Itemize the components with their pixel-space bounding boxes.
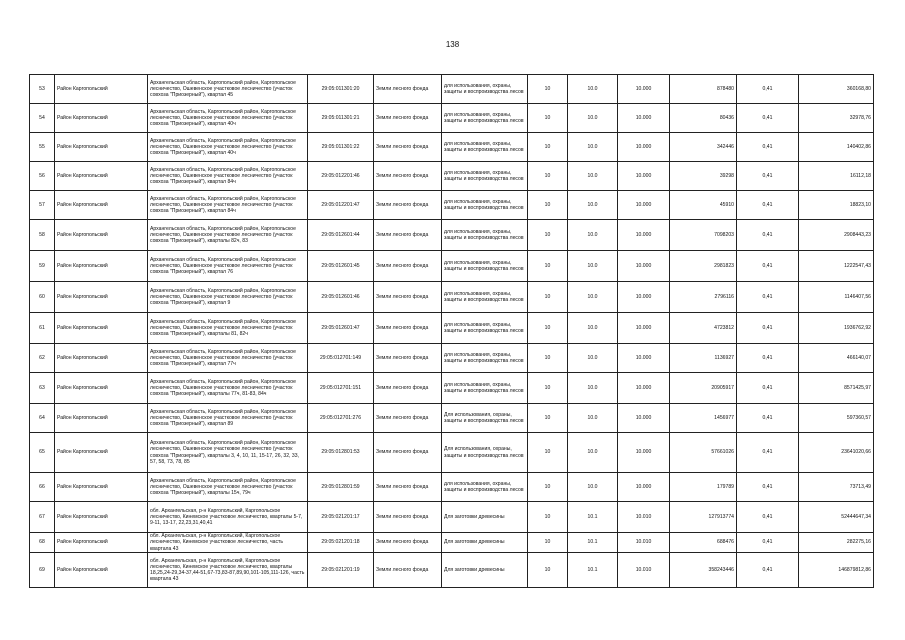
cadastral-value-cell: 8571425,97 [799, 373, 874, 404]
permitted-use-cell: Для заготовки древесины [442, 553, 528, 588]
rate-cell: 0,41 [737, 344, 799, 373]
code-b-cell: 10.0 [568, 133, 618, 162]
district-cell: Район Каргопольский [55, 433, 148, 473]
code-c-cell: 10.000 [618, 282, 670, 313]
code-c-cell: 10.000 [618, 251, 670, 282]
land-category-cell: Земли лесного фонда [374, 104, 442, 133]
code-c-cell: 10.000 [618, 162, 670, 191]
area-cell: 39298 [670, 162, 737, 191]
table-row [30, 104, 874, 133]
address-cell: Архангельская область, Каргопольский район, Каргопольское лесничество, Ошевенское участковое лесничество (участок совхоза "Приозерный"), квартал 45 [148, 75, 308, 104]
district-cell: Район Каргопольский [55, 373, 148, 404]
code-c-cell: 10.010 [618, 553, 670, 588]
address-cell: обл. Архангельская, р-н Каргопольский, Каргопольское лесничество, Кинемское участковое лесничество, кварталы 18,25,24-29,34-37,44-51,67-73,83-87,89,90,101-105,111-126, часть квартала 43 [148, 553, 308, 588]
code-c-cell: 10.010 [618, 533, 670, 553]
row-number-cell: 63 [30, 373, 55, 404]
cadastral-number-cell: 29:05:021201:17 [308, 502, 374, 533]
rate-cell: 0,41 [737, 373, 799, 404]
address-cell: Архангельская область, Каргопольский район, Каргопольское лесничество, Ошевенское участковое лесничество (участок совхоза "Приозерный"), кварталы 82ч, 83 [148, 220, 308, 251]
area-cell: 342446 [670, 133, 737, 162]
cadastral-number-cell: 29:05:012201:47 [308, 191, 374, 220]
area-cell: 2796116 [670, 282, 737, 313]
cadastral-number-cell: 29:05:012801:59 [308, 473, 374, 502]
land-category-cell: Земли лесного фонда [374, 344, 442, 373]
cadastral-value-cell: 360168,80 [799, 75, 874, 104]
cadastral-value-cell: 140402,86 [799, 133, 874, 162]
rate-cell: 0,41 [737, 75, 799, 104]
cadastral-value-cell: 282275,16 [799, 533, 874, 553]
area-cell: 127913774 [670, 502, 737, 533]
code-b-cell: 10.0 [568, 373, 618, 404]
land-category-cell: Земли лесного фонда [374, 313, 442, 344]
table-row [30, 433, 874, 473]
permitted-use-cell: для использования, охраны, защиты и воспроизводства лесов [442, 162, 528, 191]
address-cell: Архангельская область, Каргопольский район, Каргопольское лесничество, Ошевенское участковое лесничество (участок совхоза "Приозерный"), квартал 77ч [148, 344, 308, 373]
rate-cell: 0,41 [737, 282, 799, 313]
permitted-use-cell: для использования, охраны, защиты и воспроизводства лесов [442, 191, 528, 220]
table-row [30, 373, 874, 404]
district-cell: Район Каргопольский [55, 553, 148, 588]
district-cell: Район Каргопольский [55, 533, 148, 553]
row-number-cell: 55 [30, 133, 55, 162]
district-cell: Район Каргопольский [55, 251, 148, 282]
address-cell: Архангельская область, Каргопольский район, Каргопольское лесничество, Ошевенское участковое лесничество (участок совхоза "Приозерный"), квартал 40ч [148, 104, 308, 133]
table-row [30, 313, 874, 344]
cadastral-number-cell: 29:05:012601:44 [308, 220, 374, 251]
table-body [30, 75, 874, 588]
row-number-cell: 64 [30, 404, 55, 433]
land-category-cell: Земли лесного фонда [374, 533, 442, 553]
area-cell: 7098203 [670, 220, 737, 251]
address-cell: Архангельская область, Каргопольский район, Каргопольское лесничество, Ошевенское участковое лесничество (участок совхоза "Приозерный"), квартал 40ч [148, 133, 308, 162]
rate-cell: 0,41 [737, 473, 799, 502]
code-a-cell: 10 [528, 162, 568, 191]
permitted-use-cell: для использования, охраны, защиты и воспроизводства лесов [442, 373, 528, 404]
rate-cell: 0,41 [737, 162, 799, 191]
land-category-cell: Земли лесного фонда [374, 133, 442, 162]
area-cell: 358243446 [670, 553, 737, 588]
table-row [30, 251, 874, 282]
land-category-cell: Земли лесного фонда [374, 404, 442, 433]
code-a-cell: 10 [528, 533, 568, 553]
area-cell: 179789 [670, 473, 737, 502]
cadastral-number-cell: 29:05:012801:53 [308, 433, 374, 473]
permitted-use-cell: Для использования, охраны, защиты и воспроизводства лесов [442, 433, 528, 473]
code-b-cell: 10.0 [568, 344, 618, 373]
cadastral-number-cell: 29:05:011301:22 [308, 133, 374, 162]
code-c-cell: 10.000 [618, 191, 670, 220]
row-number-cell: 66 [30, 473, 55, 502]
area-cell: 2981823 [670, 251, 737, 282]
district-cell: Район Каргопольский [55, 133, 148, 162]
code-a-cell: 10 [528, 191, 568, 220]
rate-cell: 0,41 [737, 191, 799, 220]
code-c-cell: 10.000 [618, 404, 670, 433]
permitted-use-cell: для использования, охраны, защиты и воспроизводства лесов [442, 344, 528, 373]
land-category-cell: Земли лесного фонда [374, 162, 442, 191]
cadastral-value-cell: 23641020,66 [799, 433, 874, 473]
code-a-cell: 10 [528, 133, 568, 162]
table-row [30, 162, 874, 191]
table-row [30, 282, 874, 313]
cadastral-number-cell: 29:05:021201:19 [308, 553, 374, 588]
land-category-cell: Земли лесного фонда [374, 191, 442, 220]
permitted-use-cell: для использования, охраны, защиты и воспроизводства лесов [442, 75, 528, 104]
permitted-use-cell: для использования, охраны, защиты и воспроизводства лесов [442, 251, 528, 282]
cadastral-number-cell: 29:05:012701:276 [308, 404, 374, 433]
cadastral-value-cell: 52444647,34 [799, 502, 874, 533]
code-b-cell: 10.0 [568, 251, 618, 282]
land-category-cell: Земли лесного фонда [374, 553, 442, 588]
permitted-use-cell: для использования, охраны, защиты и воспроизводства лесов [442, 282, 528, 313]
cadastral-value-cell: 146879812,86 [799, 553, 874, 588]
code-b-cell: 10.1 [568, 553, 618, 588]
row-number-cell: 65 [30, 433, 55, 473]
code-a-cell: 10 [528, 502, 568, 533]
code-c-cell: 10.000 [618, 313, 670, 344]
permitted-use-cell: для использования, охраны, защиты и воспроизводства лесов [442, 104, 528, 133]
district-cell: Район Каргопольский [55, 313, 148, 344]
district-cell: Район Каргопольский [55, 404, 148, 433]
area-cell: 688476 [670, 533, 737, 553]
permitted-use-cell: для использования, охраны, защиты и воспроизводства лесов [442, 313, 528, 344]
district-cell: Район Каргопольский [55, 282, 148, 313]
row-number-cell: 57 [30, 191, 55, 220]
code-c-cell: 10.010 [618, 502, 670, 533]
rate-cell: 0,41 [737, 502, 799, 533]
district-cell: Район Каргопольский [55, 162, 148, 191]
area-cell: 20905917 [670, 373, 737, 404]
code-b-cell: 10.0 [568, 282, 618, 313]
permitted-use-cell: Для заготовки древесины [442, 502, 528, 533]
address-cell: Архангельская область, Каргопольский район, Каргопольское лесничество, Ошевенское участковое лесничество (участок совхоза "Приозерный"), квартал 84ч [148, 191, 308, 220]
address-cell: Архангельская область, Каргопольский район, Каргопольское лесничество, Ошевенское участковое лесничество (участок совхоза "Приозерный"), квартал 9 [148, 282, 308, 313]
row-number-cell: 53 [30, 75, 55, 104]
address-cell: Архангельская область, Каргопольский район, Каргопольское лесничество, Ошевенское участковое лесничество (участок совхоза "Приозерный"), кварталы 77ч, 81-83, 84ч [148, 373, 308, 404]
district-cell: Район Каргопольский [55, 191, 148, 220]
cadastral-number-cell: 29:05:012601:47 [308, 313, 374, 344]
rate-cell: 0,41 [737, 104, 799, 133]
address-cell: Архангельская область, Каргопольский район, Каргопольское лесничество, Ошевенское участковое лесничество (участок совхоза "Приозерный"), кварталы 15ч, 79ч [148, 473, 308, 502]
cadastral-value-cell: 2908443,23 [799, 220, 874, 251]
address-cell: Архангельская область, Каргопольский район, Каргопольское лесничество, Ошевенское участковое лесничество (участок совхоза "Приозерный"), кварталы 81, 82ч [148, 313, 308, 344]
area-cell: 57661026 [670, 433, 737, 473]
cadastral-number-cell: 29:05:012201:46 [308, 162, 374, 191]
code-a-cell: 10 [528, 433, 568, 473]
code-b-cell: 10.0 [568, 75, 618, 104]
cadastral-value-cell: 32978,76 [799, 104, 874, 133]
row-number-cell: 67 [30, 502, 55, 533]
table-row [30, 533, 874, 553]
land-category-cell: Земли лесного фонда [374, 75, 442, 104]
area-cell: 45910 [670, 191, 737, 220]
code-b-cell: 10.0 [568, 433, 618, 473]
cadastral-number-cell: 29:05:011301:21 [308, 104, 374, 133]
rate-cell: 0,41 [737, 404, 799, 433]
row-number-cell: 54 [30, 104, 55, 133]
land-category-cell: Земли лесного фонда [374, 251, 442, 282]
area-cell: 1456977 [670, 404, 737, 433]
code-a-cell: 10 [528, 473, 568, 502]
permitted-use-cell: Для использования, охраны, защиты и воспроизводства лесов [442, 404, 528, 433]
code-a-cell: 10 [528, 220, 568, 251]
code-c-cell: 10.000 [618, 220, 670, 251]
code-a-cell: 10 [528, 104, 568, 133]
rate-cell: 0,41 [737, 220, 799, 251]
code-b-cell: 10.0 [568, 313, 618, 344]
permitted-use-cell: для использования, охраны, защиты и воспроизводства лесов [442, 473, 528, 502]
district-cell: Район Каргопольский [55, 502, 148, 533]
rate-cell: 0,41 [737, 133, 799, 162]
address-cell: Архангельская область, Каргопольский район, Каргопольское лесничество, Ошевенское участковое лесничество (участок совхоза "Приозерный"), квартал 84ч [148, 162, 308, 191]
table-row [30, 473, 874, 502]
cadastral-value-cell: 1146407,56 [799, 282, 874, 313]
land-plots-table [29, 74, 874, 588]
land-category-cell: Земли лесного фонда [374, 282, 442, 313]
land-category-cell: Земли лесного фонда [374, 373, 442, 404]
rate-cell: 0,41 [737, 533, 799, 553]
code-a-cell: 10 [528, 404, 568, 433]
land-category-cell: Земли лесного фонда [374, 473, 442, 502]
land-category-cell: Земли лесного фонда [374, 502, 442, 533]
code-b-cell: 10.0 [568, 404, 618, 433]
area-cell: 80436 [670, 104, 737, 133]
table-row [30, 404, 874, 433]
code-c-cell: 10.000 [618, 133, 670, 162]
code-a-cell: 10 [528, 251, 568, 282]
land-category-cell: Земли лесного фонда [374, 220, 442, 251]
cadastral-number-cell: 29:05:012601:45 [308, 251, 374, 282]
cadastral-number-cell: 29:05:012601:46 [308, 282, 374, 313]
address-cell: обл. Архангельская, р-н Каргопольский, Каргопольское лесничество, Кинемское участковое лесничество, кварталы 5-7, 9-11, 13-17, 22,23,31,40,41 [148, 502, 308, 533]
code-a-cell: 10 [528, 553, 568, 588]
table-row [30, 220, 874, 251]
row-number-cell: 61 [30, 313, 55, 344]
area-cell: 878480 [670, 75, 737, 104]
row-number-cell: 56 [30, 162, 55, 191]
table-row [30, 75, 874, 104]
code-a-cell: 10 [528, 282, 568, 313]
district-cell: Район Каргопольский [55, 344, 148, 373]
cadastral-value-cell: 73713,49 [799, 473, 874, 502]
cadastral-number-cell: 29:05:021201:18 [308, 533, 374, 553]
page-number: 138 [445, 40, 460, 49]
table-row [30, 502, 874, 533]
address-cell: обл. Архангельская, р-н Каргопольский, Каргопольское лесничество, Кинемское участковое лесничество, часть квартала 43 [148, 533, 308, 553]
code-b-cell: 10.0 [568, 104, 618, 133]
code-b-cell: 10.0 [568, 162, 618, 191]
rate-cell: 0,41 [737, 553, 799, 588]
cadastral-value-cell: 597360,57 [799, 404, 874, 433]
table-row [30, 133, 874, 162]
code-b-cell: 10.0 [568, 191, 618, 220]
row-number-cell: 59 [30, 251, 55, 282]
address-cell: Архангельская область, Каргопольский район, Каргопольское лесничество, Ошевенское участковое лесничество (участок совхоза "Приозерный"), квартал 76 [148, 251, 308, 282]
district-cell: Район Каргопольский [55, 473, 148, 502]
code-a-cell: 10 [528, 373, 568, 404]
code-a-cell: 10 [528, 344, 568, 373]
code-c-cell: 10.000 [618, 75, 670, 104]
row-number-cell: 62 [30, 344, 55, 373]
code-c-cell: 10.000 [618, 433, 670, 473]
code-b-cell: 10.1 [568, 533, 618, 553]
area-cell: 1136927 [670, 344, 737, 373]
rate-cell: 0,41 [737, 433, 799, 473]
address-cell: Архангельская область, Каргопольский район, Каргопольское лесничество, Ошевенское участковое лесничество (участок совхоза "Приозерный"), кварталы 3, 4, 10, 11, 15-17, 26, 32, 33, 57, 58, 73, 78, 85 [148, 433, 308, 473]
address-cell: Архангельская область, Каргопольский район, Каргопольское лесничество, Ошевенское участковое лесничество (участок совхоза "Приозерный"), квартал 89 [148, 404, 308, 433]
cadastral-value-cell: 1222547,43 [799, 251, 874, 282]
row-number-cell: 69 [30, 553, 55, 588]
code-c-cell: 10.000 [618, 473, 670, 502]
code-a-cell: 10 [528, 75, 568, 104]
district-cell: Район Каргопольский [55, 104, 148, 133]
cadastral-value-cell: 18823,10 [799, 191, 874, 220]
code-b-cell: 10.0 [568, 220, 618, 251]
cadastral-value-cell: 1936762,92 [799, 313, 874, 344]
row-number-cell: 60 [30, 282, 55, 313]
code-c-cell: 10.000 [618, 104, 670, 133]
code-c-cell: 10.000 [618, 373, 670, 404]
table-row [30, 553, 874, 588]
code-c-cell: 10.000 [618, 344, 670, 373]
cadastral-number-cell: 29:05:012701:151 [308, 373, 374, 404]
cadastral-number-cell: 29:05:011301:20 [308, 75, 374, 104]
cadastral-value-cell: 466140,07 [799, 344, 874, 373]
row-number-cell: 68 [30, 533, 55, 553]
rate-cell: 0,41 [737, 313, 799, 344]
area-cell: 4723812 [670, 313, 737, 344]
row-number-cell: 58 [30, 220, 55, 251]
rate-cell: 0,41 [737, 251, 799, 282]
table-row [30, 191, 874, 220]
cadastral-number-cell: 29:05:012701:149 [308, 344, 374, 373]
code-b-cell: 10.0 [568, 473, 618, 502]
district-cell: Район Каргопольский [55, 75, 148, 104]
permitted-use-cell: для использования, охраны, защиты и воспроизводства лесов [442, 220, 528, 251]
permitted-use-cell: Для заготовки древесины [442, 533, 528, 553]
code-b-cell: 10.1 [568, 502, 618, 533]
district-cell: Район Каргопольский [55, 220, 148, 251]
land-category-cell: Земли лесного фонда [374, 433, 442, 473]
table-row [30, 344, 874, 373]
permitted-use-cell: для использования, охраны, защиты и воспроизводства лесов [442, 133, 528, 162]
code-a-cell: 10 [528, 313, 568, 344]
cadastral-value-cell: 16112,18 [799, 162, 874, 191]
